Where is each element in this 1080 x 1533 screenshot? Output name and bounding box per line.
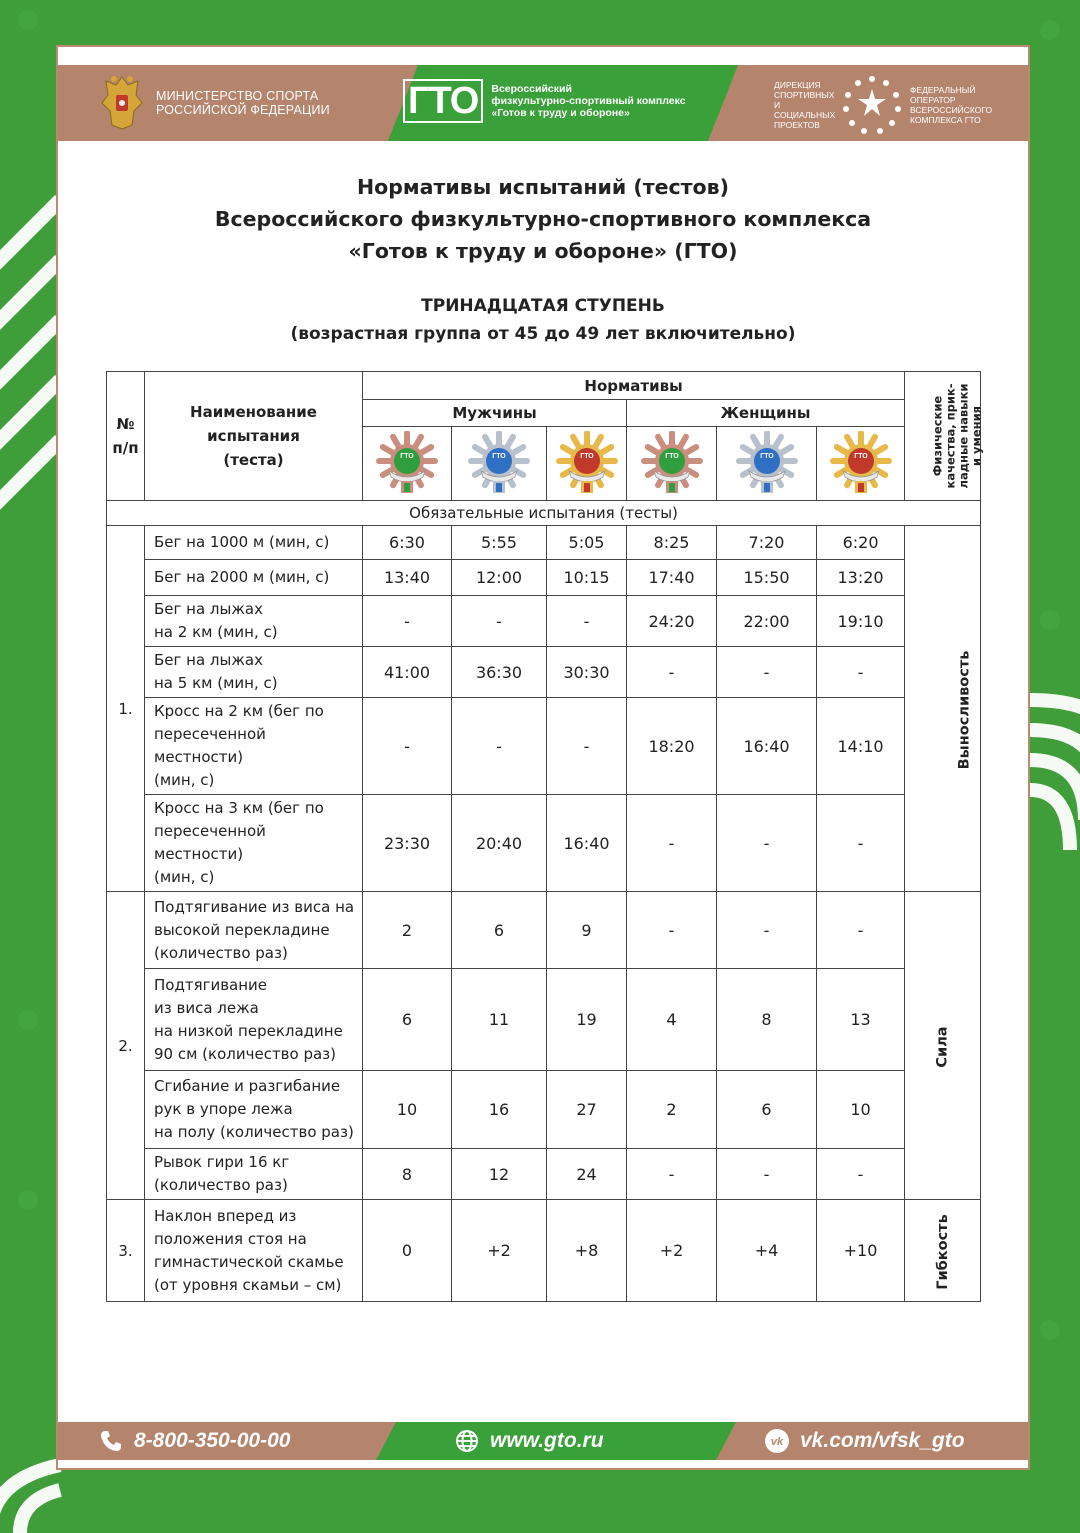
title-line: Нормативы испытаний (тестов) [357, 175, 729, 199]
men-norm-value: 13:40 [363, 560, 452, 596]
operator-name [910, 85, 992, 125]
badge-label: ГТО [853, 452, 868, 460]
women-norm-value: 13:20 [817, 560, 905, 596]
test-name [145, 892, 363, 969]
men-norm-value: - [547, 596, 627, 647]
women-norm-value: 7:20 [717, 526, 817, 560]
women-norm-value: - [817, 892, 905, 969]
men-norm-value: 30:30 [547, 647, 627, 698]
star-wreath-icon [842, 75, 902, 135]
col-header-num [107, 372, 145, 501]
table-row [107, 596, 981, 647]
test-name-line: пересеченной местности) [154, 822, 266, 863]
subtitle-line: ТРИНАДЦАТАЯ СТУПЕНЬ [421, 296, 665, 316]
footer-website[interactable] [454, 1422, 604, 1460]
gto-brand-text [491, 83, 685, 119]
operator-line: ВСЕРОССИЙСКОГО [910, 105, 993, 115]
test-name-line: Бег на лыжах [154, 651, 263, 669]
men-norm-value: +8 [547, 1200, 627, 1302]
women-norm-value: 4 [627, 969, 717, 1071]
footer-phone[interactable] [98, 1422, 290, 1460]
header-text: и умения [969, 405, 984, 466]
ministry-name [156, 89, 330, 117]
test-name-line: Рывок гири 16 кг [154, 1153, 290, 1171]
test-name-line: Бег на 2000 м (мин, с) [154, 568, 330, 586]
women-norm-value: 6:20 [817, 526, 905, 560]
footer-vk-text: vk.com/vfsk_gto [800, 1429, 965, 1452]
badge-label: ГТО [492, 452, 506, 460]
men-norm-value: 5:55 [452, 526, 547, 560]
women-norm-value: - [627, 892, 717, 969]
test-name-line: рук в упоре лежа [154, 1100, 293, 1118]
men-norm-value: 6 [363, 969, 452, 1071]
men-norm-value: 5:05 [547, 526, 627, 560]
women-norm-value: 24:20 [627, 596, 717, 647]
women-norm-value: - [717, 647, 817, 698]
ministry-block [98, 73, 330, 133]
test-name-line: Подтягивание из виса на [154, 897, 355, 916]
women-norm-value: +4 [717, 1200, 817, 1302]
women-norm-value: - [627, 795, 717, 892]
men-norm-value: 10:15 [547, 560, 627, 596]
test-name [145, 1200, 363, 1302]
women-norm-value: +2 [627, 1200, 717, 1302]
men-norm-value: 6 [452, 892, 547, 969]
directorate-line: И СОЦИАЛЬНЫХ [774, 100, 836, 120]
col-header-name [145, 372, 363, 501]
women-norm-value: 22:00 [717, 596, 817, 647]
table-row [107, 1071, 981, 1149]
table-row [107, 1200, 981, 1302]
ministry-line: МИНИСТЕРСТВО СПОРТА [156, 89, 319, 103]
norms-table [106, 371, 984, 1302]
directorate-line: СПОРТИВНЫХ [774, 90, 835, 100]
gto-badge-icon [829, 431, 893, 497]
women-norm-value: 8:25 [627, 526, 717, 560]
men-norm-value: 10 [363, 1071, 452, 1149]
women-norm-value: - [627, 1149, 717, 1200]
men-norm-value: 16:40 [547, 795, 627, 892]
men-norm-value: 23:30 [363, 795, 452, 892]
test-name-line: Кросс на 3 км (бег по [154, 799, 324, 817]
table-row [107, 892, 981, 969]
page-subtitle [58, 292, 1028, 348]
women-norm-value: - [817, 1149, 905, 1200]
women-norm-value: 14:10 [817, 698, 905, 795]
group-number: 3. [107, 1200, 145, 1302]
test-name [145, 560, 363, 596]
men-norm-value: 16 [452, 1071, 547, 1149]
test-name-line: положения стоя на [154, 1229, 307, 1248]
women-norm-value: 17:40 [627, 560, 717, 596]
women-norm-value: +10 [817, 1200, 905, 1302]
gto-line: «Готов к труду и обороне» [491, 107, 630, 119]
document-sheet [56, 45, 1030, 1470]
men-norm-value: - [452, 698, 547, 795]
badge-cell [547, 427, 627, 501]
men-norm-value: +2 [452, 1200, 547, 1302]
title-line: «Готов к труду и обороне» (ГТО) [348, 239, 738, 263]
test-name-line: из виса лежа [154, 998, 259, 1017]
men-norm-value: 6:30 [363, 526, 452, 560]
footer-phone-text: 8-800-350-00-00 [134, 1429, 291, 1452]
men-norm-value: 12:00 [452, 560, 547, 596]
directorate-name [774, 80, 834, 130]
men-norm-value: - [452, 596, 547, 647]
test-name-line: гимнастической скамье [154, 1252, 344, 1271]
women-norm-value: 13 [817, 969, 905, 1071]
men-norm-value: 11 [452, 969, 547, 1071]
test-name-line: (количество раз) [154, 1176, 288, 1194]
physical-quality-label: Сила [934, 1025, 951, 1068]
title-line: Всероссийского физкультурно-спортивного комплекса [214, 207, 872, 231]
badge-label: ГТО [664, 452, 679, 460]
test-name [145, 596, 363, 647]
gto-logo: ГТО [403, 79, 483, 123]
badge-label: ГТО [759, 452, 774, 460]
men-norm-value: 27 [547, 1071, 627, 1149]
test-name [145, 795, 363, 892]
gto-badge-icon [640, 431, 704, 497]
operator-line: ОПЕРАТОР [910, 95, 956, 105]
men-norm-value: 19 [547, 969, 627, 1071]
test-name [145, 1149, 363, 1200]
men-norm-value: 36:30 [452, 647, 547, 698]
women-norm-value: - [627, 647, 717, 698]
test-name [145, 1071, 363, 1149]
header-banner [58, 65, 1028, 141]
men-norm-value: 2 [363, 892, 452, 969]
women-norm-value: - [817, 795, 905, 892]
test-name-line: Кросс на 2 км (бег по [154, 702, 324, 720]
table-row [107, 526, 981, 560]
footer-banner [58, 1422, 1028, 1460]
table-row [107, 560, 981, 596]
col-header-men: Мужчины [363, 400, 627, 427]
physical-quality-label: Выносливость [956, 650, 973, 769]
header-text: Наименование испытания [190, 403, 317, 445]
badge-cell [627, 427, 717, 501]
women-norm-value: 2 [627, 1071, 717, 1149]
test-name-line: высокой перекладине [154, 920, 330, 939]
women-norm-value: 15:50 [717, 560, 817, 596]
coat-of-arms-icon [98, 73, 146, 133]
test-name [145, 969, 363, 1071]
group-number: 1. [107, 526, 145, 892]
test-name-line: (количество раз) [154, 943, 288, 962]
badge-label: ГТО [400, 452, 414, 460]
gto-badge-icon [375, 431, 439, 497]
phone-icon [98, 1428, 124, 1454]
men-norm-value: 24 [547, 1149, 627, 1200]
men-norm-value: 9 [547, 892, 627, 969]
table-row [107, 1149, 981, 1200]
test-name-line: (от уровня скамьи – см) [154, 1275, 342, 1294]
svg-text:vk: vk [770, 1436, 784, 1448]
women-norm-value: 19:10 [817, 596, 905, 647]
physical-quality [905, 1200, 981, 1302]
section-mandatory: Обязательные испытания (тесты) [107, 501, 981, 526]
col-header-norms: Нормативы [363, 372, 905, 400]
men-norm-value: - [363, 596, 452, 647]
men-norm-value: 8 [363, 1149, 452, 1200]
gto-badge-icon [467, 431, 531, 497]
table-row [107, 795, 981, 892]
test-name-line: 90 см (количество раз) [154, 1044, 337, 1063]
operator-line: ФЕДЕРАЛЬНЫЙ [910, 85, 976, 95]
footer-vk[interactable] [764, 1422, 965, 1460]
men-norm-value: 0 [363, 1200, 452, 1302]
footer-website-text: www.gto.ru [490, 1429, 604, 1452]
women-norm-value: 10 [817, 1071, 905, 1149]
gto-badge-icon [735, 431, 799, 497]
test-name-line: Бег на 1000 м (мин, с) [154, 533, 330, 551]
header-text: Физические [930, 395, 945, 476]
header-text: качества, прик- [943, 383, 958, 488]
quality-header-text [932, 383, 984, 488]
header-text: (теста) [223, 451, 284, 469]
test-name [145, 526, 363, 560]
women-norm-value: 8 [717, 969, 817, 1071]
badge-cell [452, 427, 547, 501]
test-name-line: на полу (количество раз) [154, 1123, 354, 1141]
header-text: п/п [112, 439, 139, 457]
physical-quality [905, 526, 981, 892]
directorate-block [774, 75, 992, 135]
men-norm-value: 41:00 [363, 647, 452, 698]
test-name-line: Наклон вперед из [154, 1206, 297, 1225]
test-name-line: Бег на лыжах [154, 600, 263, 618]
table-row [107, 647, 981, 698]
page-title [58, 171, 1028, 267]
col-header-quality [905, 372, 984, 501]
directorate-line: ДИРЕКЦИЯ [774, 80, 821, 90]
men-norm-value: 12 [452, 1149, 547, 1200]
test-name-line: на 2 км (мин, с) [154, 623, 278, 641]
table-row [107, 698, 981, 795]
test-name-line: на 5 км (мин, с) [154, 674, 278, 692]
gto-line: физкультурно-спортивный комплекс [491, 95, 686, 107]
badge-cell [817, 427, 905, 501]
gto-badge-icon [555, 431, 619, 497]
globe-icon [454, 1428, 480, 1454]
gto-brand-block [403, 79, 686, 123]
women-norm-value: 6 [717, 1071, 817, 1149]
table-row [107, 969, 981, 1071]
test-name-line: (мин, с) [154, 868, 215, 886]
operator-line: КОМПЛЕКСА ГТО [910, 115, 981, 125]
women-norm-value: - [817, 647, 905, 698]
women-norm-value: 16:40 [717, 698, 817, 795]
test-name-line: пересеченной местности) [154, 725, 266, 766]
test-name-line: на низкой перекладине [154, 1021, 343, 1040]
test-name-line: Сгибание и разгибание [154, 1077, 341, 1095]
header-text: № [116, 415, 135, 433]
test-name-line: Подтягивание [154, 975, 268, 994]
vk-icon [764, 1428, 790, 1454]
header-text: ладные навыки [956, 383, 971, 488]
test-name [145, 647, 363, 698]
badge-label: ГТО [579, 452, 594, 460]
men-norm-value: - [363, 698, 452, 795]
men-norm-value: 20:40 [452, 795, 547, 892]
directorate-line: ПРОЕКТОВ [774, 120, 820, 130]
ministry-line: РОССИЙСКОЙ ФЕДЕРАЦИИ [156, 103, 330, 117]
physical-quality [905, 892, 981, 1200]
test-name [145, 698, 363, 795]
subtitle-line: (возрастная группа от 45 до 49 лет включительно) [290, 324, 796, 344]
group-number: 2. [107, 892, 145, 1200]
women-norm-value: - [717, 795, 817, 892]
badge-cell [717, 427, 817, 501]
women-norm-value: 18:20 [627, 698, 717, 795]
physical-quality-label: Гибкость [934, 1213, 951, 1290]
col-header-women: Женщины [627, 400, 905, 427]
badge-cell [363, 427, 452, 501]
test-name-line: (мин, с) [154, 771, 215, 789]
men-norm-value: - [547, 698, 627, 795]
gto-line: Всероссийский [491, 83, 572, 95]
women-norm-value: - [717, 1149, 817, 1200]
women-norm-value: - [717, 892, 817, 969]
